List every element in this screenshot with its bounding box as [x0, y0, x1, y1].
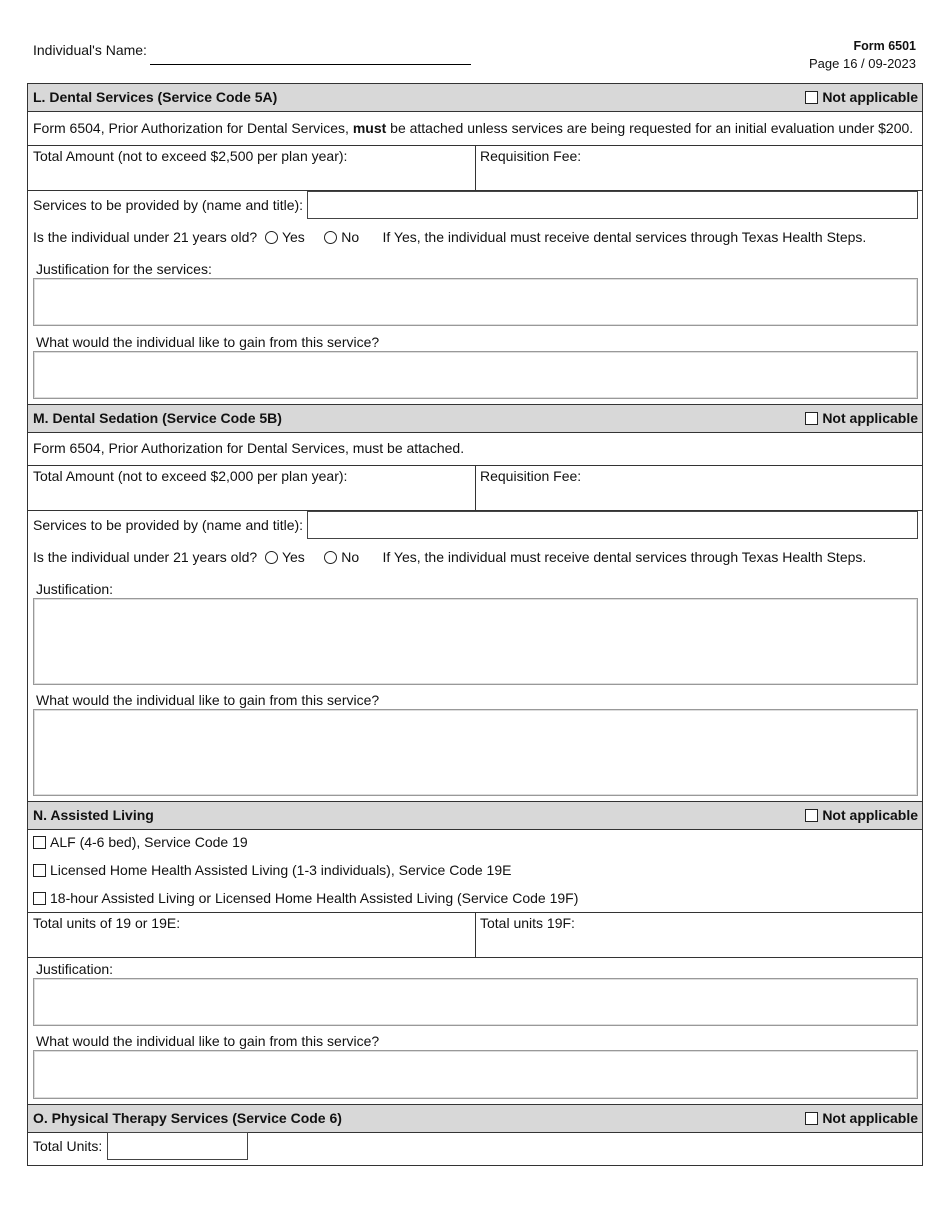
- section-l-note-text: [33, 120, 913, 136]
- under21-label: Is the individual under 21 years old?: [33, 229, 258, 245]
- section-o-header: [28, 1104, 922, 1133]
- checkbox-icon[interactable]: [805, 809, 818, 822]
- total-units-19-label: Total units of 19 or 19E:: [33, 915, 181, 931]
- no-radio[interactable]: [324, 551, 337, 564]
- checkbox-icon[interactable]: [33, 892, 46, 905]
- not-applicable-label: Not applicable: [822, 807, 918, 823]
- section-l-title: L. Dental Services (Service Code 5A): [33, 89, 278, 105]
- justification-textarea[interactable]: [33, 978, 918, 1026]
- section-m-note: [28, 433, 922, 466]
- checkbox-icon[interactable]: [805, 91, 818, 104]
- checkbox-icon[interactable]: [33, 836, 46, 849]
- option-alf[interactable]: [33, 834, 248, 850]
- total-amount-label: Total Amount (not to exceed $2,500 per plan year):: [33, 148, 348, 164]
- under21-row: [33, 549, 866, 565]
- note-bold: must: [352, 120, 387, 136]
- no-radio[interactable]: [324, 231, 337, 244]
- total-amount-label: Total Amount (not to exceed $2,000 per plan year):: [33, 468, 348, 484]
- yes-label: Yes: [281, 549, 305, 565]
- provided-by-input[interactable]: [307, 511, 918, 539]
- section-l-amount-row: [28, 146, 922, 191]
- yes-radio[interactable]: [265, 231, 278, 244]
- yes-radio[interactable]: [265, 551, 278, 564]
- gain-textarea[interactable]: [33, 709, 918, 796]
- option-licensed-home-health[interactable]: [33, 862, 511, 878]
- note-pre: Form 6504, Prior Authorization for Dental Services,: [33, 120, 353, 136]
- page-info: Page 16 / 09-2023: [809, 56, 916, 71]
- if-yes-note: If Yes, the individual must receive dental services through Texas Health Steps.: [382, 549, 867, 565]
- not-applicable-label: Not applicable: [822, 410, 918, 426]
- form-body: [27, 83, 923, 1166]
- section-n-units-row: [28, 912, 922, 958]
- under21-row: [33, 229, 866, 245]
- no-label: No: [341, 549, 360, 565]
- form-header-info: [809, 38, 916, 72]
- section-n-header: [28, 801, 922, 830]
- individual-name-input[interactable]: [150, 64, 471, 65]
- yes-label: Yes: [281, 229, 305, 245]
- form-number: Form 6501: [853, 39, 916, 53]
- divider: [475, 466, 476, 510]
- section-m-header: [28, 404, 922, 433]
- section-o-title: O. Physical Therapy Services (Service Code 6): [33, 1110, 342, 1126]
- total-units-label: Total Units:: [33, 1138, 103, 1154]
- section-l-header: [28, 84, 922, 112]
- section-l-note: [28, 112, 922, 146]
- section-m-not-applicable[interactable]: [805, 410, 918, 426]
- section-n-title: N. Assisted Living: [33, 807, 154, 823]
- justification-textarea[interactable]: [33, 278, 918, 326]
- under21-label: Is the individual under 21 years old?: [33, 549, 258, 565]
- requisition-fee-label: Requisition Fee:: [480, 148, 582, 164]
- requisition-fee-label: Requisition Fee:: [480, 468, 582, 484]
- no-label: No: [341, 229, 360, 245]
- if-yes-note: If Yes, the individual must receive dental services through Texas Health Steps.: [382, 229, 867, 245]
- option-label: 18-hour Assisted Living or Licensed Home Health Assisted Living (Service Code 19F): [50, 890, 579, 906]
- justification-label: Justification:: [36, 961, 114, 977]
- option-label: ALF (4-6 bed), Service Code 19: [50, 834, 248, 850]
- divider: [475, 146, 476, 190]
- individual-name-label: Individual's Name:: [33, 42, 147, 58]
- section-m-amount-row: [28, 466, 922, 511]
- section-n-not-applicable[interactable]: [805, 807, 918, 823]
- section-m-title: M. Dental Sedation (Service Code 5B): [33, 410, 282, 426]
- section-m-note-text: Form 6504, Prior Authorization for Dental Services, must be attached.: [33, 440, 465, 456]
- total-units-input[interactable]: [107, 1132, 248, 1160]
- checkbox-icon[interactable]: [805, 1112, 818, 1125]
- checkbox-icon[interactable]: [33, 864, 46, 877]
- gain-label: What would the individual like to gain from this service?: [36, 1033, 380, 1049]
- justification-label: Justification:: [36, 581, 114, 597]
- note-post: be attached unless services are being requested for an initial evaluation under $200.: [386, 120, 914, 136]
- provided-by-input[interactable]: [307, 191, 918, 219]
- provided-by-label: Services to be provided by (name and title):: [33, 517, 304, 533]
- justification-label: Justification for the services:: [36, 261, 212, 277]
- total-units-19f-label: Total units 19F:: [480, 915, 575, 931]
- gain-label: What would the individual like to gain from this service?: [36, 692, 380, 708]
- gain-textarea[interactable]: [33, 1050, 918, 1099]
- divider: [475, 913, 476, 957]
- gain-textarea[interactable]: [33, 351, 918, 399]
- gain-label: What would the individual like to gain from this service?: [36, 334, 380, 350]
- not-applicable-label: Not applicable: [822, 1110, 918, 1126]
- section-l-not-applicable[interactable]: [805, 89, 918, 105]
- provided-by-label: Services to be provided by (name and title):: [33, 197, 304, 213]
- section-o-not-applicable[interactable]: [805, 1110, 918, 1126]
- not-applicable-label: Not applicable: [822, 89, 918, 105]
- option-label: Licensed Home Health Assisted Living (1-3 individuals), Service Code 19E: [50, 862, 512, 878]
- checkbox-icon[interactable]: [805, 412, 818, 425]
- justification-textarea[interactable]: [33, 598, 918, 685]
- option-18-hour[interactable]: [33, 890, 578, 906]
